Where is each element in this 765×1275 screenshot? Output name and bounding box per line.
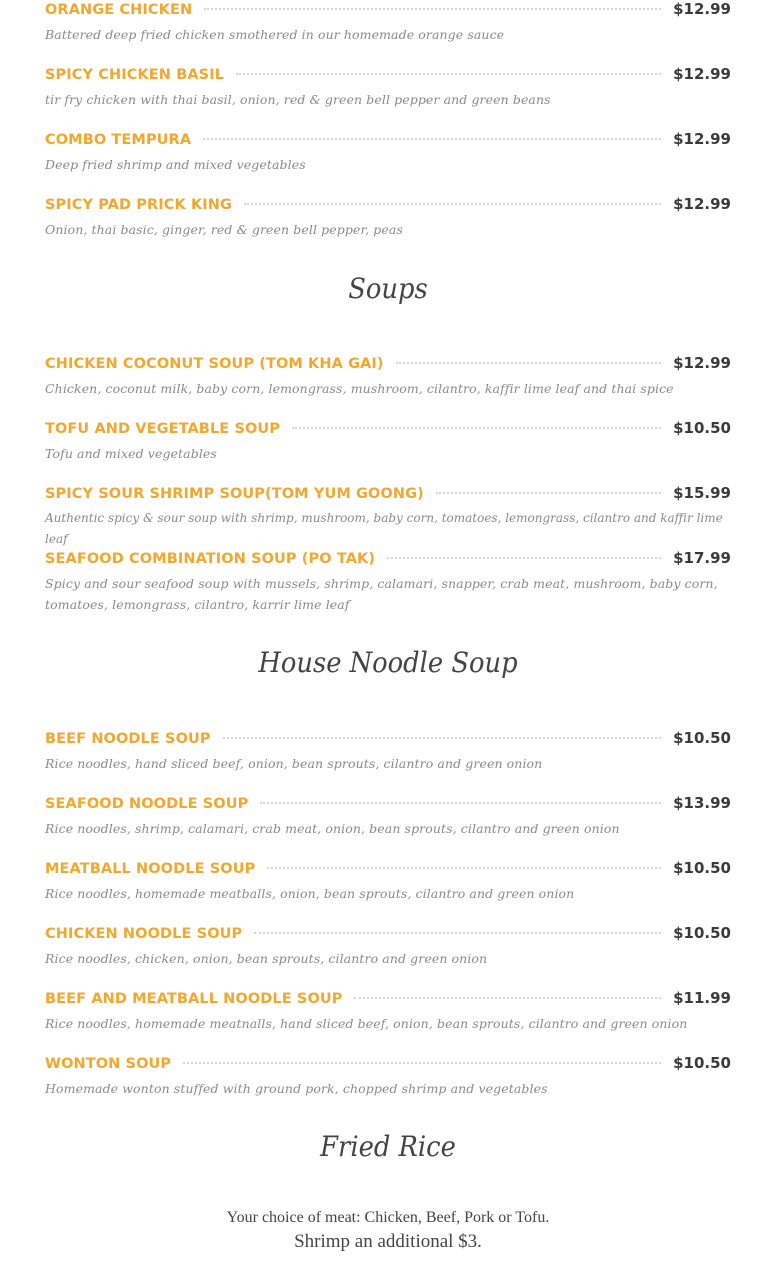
- item-description: Tofu and mixed vegetables: [45, 446, 217, 461]
- fried-rice-note-meat-choice: Your choice of meat: Chicken, Beef, Pork or Tofu.: [226, 1209, 550, 1226]
- item-description: Battered deep fried chicken smothered in our homemade orange sauce: [45, 27, 505, 42]
- item-description: Chicken, coconut milk, baby corn, lemongrass, mushroom, cilantro, kaffir lime leaf and thai spice: [45, 381, 674, 396]
- item-name: TOFU AND VEGETABLE SOUP: [45, 421, 281, 437]
- menu-item: [45, 130, 731, 175]
- dotted-leader: [254, 932, 661, 934]
- menu-item: [45, 859, 731, 904]
- menu-item: [45, 924, 731, 969]
- item-name: CHICKEN COCONUT SOUP (TOM KHA GAI): [45, 356, 384, 372]
- item-price: $10.50: [673, 1054, 731, 1072]
- item-name: ORANGE CHICKEN: [45, 2, 193, 18]
- item-price: $17.99: [673, 549, 731, 567]
- section-title-house-noodle-soup: House Noodle Soup: [258, 646, 518, 679]
- item-description: Rice noodles, shrimp, calamari, crab meat, onion, bean sprouts, cilantro and green onion: [45, 821, 620, 836]
- item-name: SPICY PAD PRICK KING: [45, 197, 233, 213]
- item-description: Authentic spicy & sour soup with shrimp, mushroom, baby corn, tomatoes, lemongrass, cilantro and kaffir lime leaf: [45, 511, 723, 546]
- item-price: $13.99: [673, 794, 731, 812]
- item-name: SEAFOOD NOODLE SOUP: [45, 796, 249, 812]
- item-description: tir fry chicken with thai basil, onion, red & green bell pepper and green beans: [45, 92, 551, 107]
- dotted-leader: [203, 138, 661, 140]
- menu-item: [45, 195, 731, 240]
- item-price: $12.99: [673, 195, 731, 213]
- menu-item: [45, 729, 731, 774]
- dotted-leader: [260, 802, 661, 804]
- item-description: Homemade wonton stuffed with ground pork, chopped shrimp and vegetables: [45, 1081, 548, 1096]
- dotted-leader: [387, 557, 661, 559]
- menu-item: [45, 989, 731, 1034]
- item-price: $10.50: [673, 419, 731, 437]
- dotted-leader: [436, 492, 661, 494]
- item-price: $10.50: [673, 729, 731, 747]
- dotted-leader: [396, 362, 661, 364]
- item-description: Rice noodles, homemade meatnalls, hand sliced beef, onion, bean sprouts, cilantro and green onion: [45, 1016, 688, 1031]
- item-price: $12.99: [673, 130, 731, 148]
- menu-item: [45, 484, 731, 550]
- item-price: $10.50: [673, 859, 731, 877]
- item-price: $12.99: [673, 0, 731, 18]
- item-name: SPICY SOUR SHRIMP SOUP(TOM YUM GOONG): [45, 486, 424, 502]
- dotted-leader: [236, 73, 661, 75]
- item-description: Onion, thai basic, ginger, red & green bell pepper, peas: [45, 222, 403, 237]
- item-price: $15.99: [673, 484, 731, 502]
- item-name: MEATBALL NOODLE SOUP: [45, 861, 256, 877]
- dotted-leader: [183, 1062, 661, 1064]
- menu-item: [45, 65, 731, 110]
- item-description: Rice noodles, chicken, onion, bean sprouts, cilantro and green onion: [45, 951, 488, 966]
- dotted-leader: [244, 203, 661, 205]
- item-name: BEEF AND MEATBALL NOODLE SOUP: [45, 991, 343, 1007]
- item-name: SEAFOOD COMBINATION SOUP (PO TAK): [45, 551, 376, 567]
- dotted-leader: [223, 737, 662, 739]
- section-title-fried-rice: Fried Rice: [320, 1130, 456, 1163]
- dotted-leader: [354, 997, 661, 999]
- menu-item: [45, 1054, 731, 1099]
- menu-item: [45, 354, 731, 399]
- section-title-soups: Soups: [348, 272, 428, 305]
- fried-rice-note-shrimp: Shrimp an additional $3.: [294, 1231, 482, 1252]
- item-price: $12.99: [673, 354, 731, 372]
- item-name: SPICY CHICKEN BASIL: [45, 67, 225, 83]
- menu-item: [45, 794, 731, 839]
- item-name: CHICKEN NOODLE SOUP: [45, 926, 243, 942]
- item-name: WONTON SOUP: [45, 1056, 172, 1072]
- item-price: $11.99: [673, 989, 731, 1007]
- menu-item: [45, 0, 731, 45]
- item-name: COMBO TEMPURA: [45, 132, 192, 148]
- dotted-leader: [292, 427, 661, 429]
- dotted-leader: [204, 8, 661, 10]
- item-description: Deep fried shrimp and mixed vegetables: [45, 157, 306, 172]
- item-price: $12.99: [673, 65, 731, 83]
- dotted-leader: [267, 867, 661, 869]
- menu-item: [45, 419, 731, 464]
- item-description: Rice noodles, homemade meatballs, onion, bean sprouts, cilantro and green onion: [45, 886, 575, 901]
- item-price: $10.50: [673, 924, 731, 942]
- item-description: Rice noodles, hand sliced beef, onion, bean sprouts, cilantro and green onion: [45, 756, 543, 771]
- item-description: Spicy and sour seafood soup with mussels, shrimp, calamari, snapper, crab meat, mushroom, baby corn, tomatoes, lemongrass, cilantro, karrir lime leaf: [45, 576, 718, 612]
- item-name: BEEF NOODLE SOUP: [45, 731, 211, 747]
- menu-item: [45, 549, 731, 615]
